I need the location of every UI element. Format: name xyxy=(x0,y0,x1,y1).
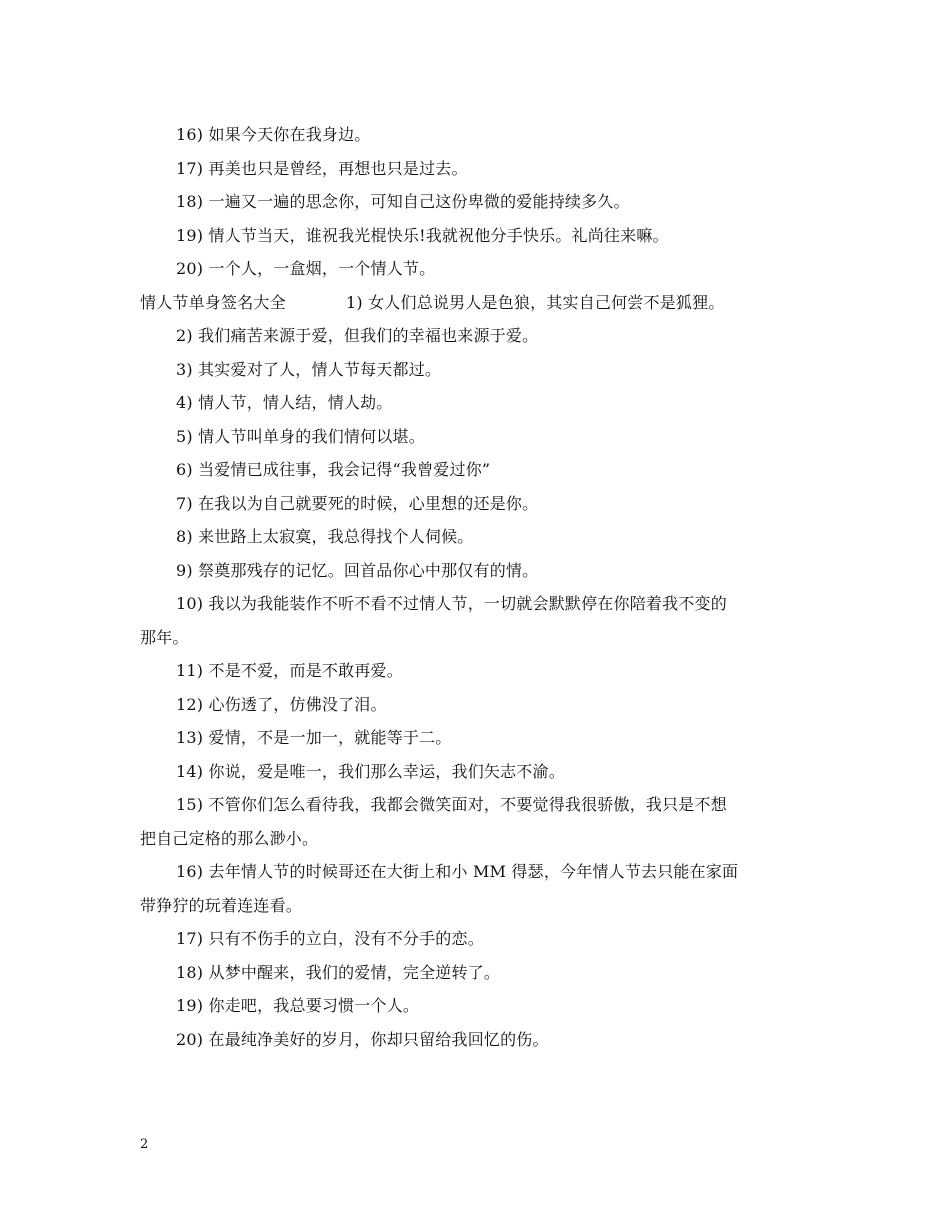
page-number: 2 xyxy=(140,1137,149,1152)
list-item: 20) 在最纯净美好的岁月，你却只留给我回忆的伤。 xyxy=(176,1029,549,1049)
list-item: 3) 其实爱对了人，情人节每天都过。 xyxy=(176,359,442,379)
list-item: 17) 再美也只是曾经，再想也只是过去。 xyxy=(176,158,468,178)
list-item: 11) 不是不爱，而是不敢再爱。 xyxy=(176,661,403,680)
list-item: 17) 只有不伤手的立白，没有不分手的恋。 xyxy=(176,929,484,948)
list-item: 18) 一遍又一遍的思念你，可知自己这份卑微的爱能持续多久。 xyxy=(176,192,630,211)
list-item: 19) 你走吧，我总要习惯一个人。 xyxy=(176,996,420,1015)
document-body xyxy=(140,118,820,1056)
list-item: 1) 女人们总说男人是色狼，其实自己何尝不是狐狸。 xyxy=(346,292,725,312)
list-item: 14) 你说，爱是唯一，我们那么幸运，我们矢志不渝。 xyxy=(176,761,565,781)
list-item: 9) 祭奠那残存的记忆。回首品你心中那仅有的情。 xyxy=(176,560,539,580)
list-item: 20) 一个人，一盒烟，一个情人节。 xyxy=(176,259,436,278)
list-item-continuation: 带狰狞的玩着连连看。 xyxy=(140,895,303,915)
section-title: 情人节单身签名大全 xyxy=(140,292,286,312)
list-item: 13) 爱情，不是一加一，就能等于二。 xyxy=(176,728,452,747)
list-item: 10) 我以为我能装作不听不看不过情人节，一切就会默默停在你陪着我不变的 xyxy=(176,594,727,613)
list-item: 4) 情人节，情人结，情人劫。 xyxy=(176,393,393,412)
list-item-continuation: 那年。 xyxy=(140,627,189,647)
list-item: 18) 从梦中醒来，我们的爱情，完全逆转了。 xyxy=(176,962,501,982)
list-item: 5) 情人节叫单身的我们情何以堪。 xyxy=(176,426,425,446)
list-item: 2) 我们痛苦来源于爱，但我们的幸福也来源于爱。 xyxy=(176,326,539,345)
section-heading-row xyxy=(140,286,820,320)
list-item: 6) 当爱情已成往事，我会记得“我曾爱过你” xyxy=(176,460,491,479)
list-item: 16) 如果今天你在我身边。 xyxy=(176,125,371,144)
list-item-continuation: 把自己定格的那么渺小。 xyxy=(140,828,319,848)
list-item: 15) 不管你们怎么看待我，我都会微笑面对，不要觉得我很骄傲，我只是不想 xyxy=(176,795,727,814)
list-item: 16) 去年情人节的时候哥还在大街上和小 MM 得瑟，今年情人节去只能在家面 xyxy=(176,862,739,881)
list-item: 19) 情人节当天，谁祝我光棍快乐!我就祝他分手快乐。礼尚往来嘛。 xyxy=(176,225,669,245)
list-item: 8) 来世路上太寂寞，我总得找个人伺候。 xyxy=(176,527,474,546)
list-item: 7) 在我以为自己就要死的时候，心里想的还是你。 xyxy=(176,493,539,513)
list-item: 12) 心伤透了，仿佛没了泪。 xyxy=(176,694,387,714)
